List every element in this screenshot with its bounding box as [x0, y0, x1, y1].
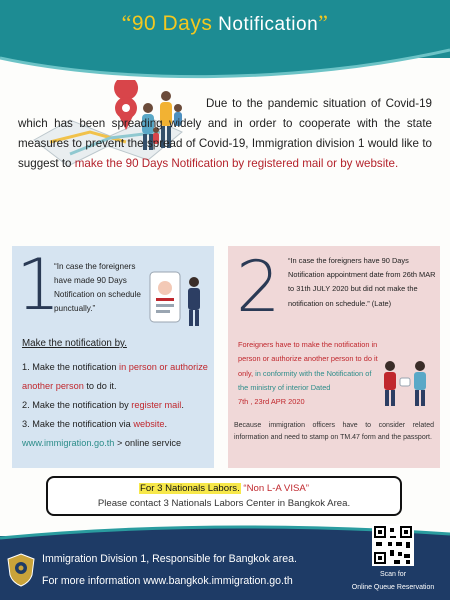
page-title — [0, 10, 450, 36]
people-consulting-illustration-icon — [376, 358, 436, 408]
case2-quote: “In case the foreigners have 90 Days Notification appointment date from 26th MAR to 31th JULY 2020 but did not make the notification on schedule.” (Late) — [288, 256, 436, 308]
intro-highlight: make the 90 Days Notification by registered mail or by website. — [74, 157, 399, 170]
immigration-emblem-icon — [6, 553, 36, 587]
case1-website-line: www.immigration.go.th > online service — [22, 438, 182, 448]
footer-line-1: Immigration Division 1, Responsible for Bangkok area. — [42, 553, 297, 565]
case2-requirement: Foreigners have to make the notification in person or authorize another person to do it only, in conformity with the Notification of the ministry of interior Dated 7th , 23rd APR 2020 — [238, 340, 378, 407]
title-quote-open: “ — [121, 10, 132, 35]
scan-label-1: Scan for — [379, 571, 407, 578]
footer-line-2: For more information www.bangkok.immigration.go.th — [42, 575, 293, 587]
case1-list — [22, 358, 212, 453]
case2-number: 2 — [236, 246, 281, 328]
case1-heading: Make the notification by. — [22, 338, 127, 349]
intro-paragraph — [18, 94, 432, 174]
case1-item-2: 2. Make the notification by register mail. — [22, 400, 184, 410]
case1-quote: “In case the foreigners have made 90 Days Notification on schedule punctually.” — [54, 262, 141, 313]
case2-dates: 7th , 23rd APR 2020 — [238, 397, 305, 407]
case2-box — [228, 246, 440, 468]
case2-note: Because immigration officers have to consider related information and need to stamp on TM.47 form and the passport. — [234, 422, 434, 441]
case1-box — [12, 246, 214, 468]
case1-item-1: 1. Make the notification in person or authorize another person to do it. — [22, 362, 208, 391]
case1-item-3: 3. Make the notification via website. — [22, 419, 168, 429]
website-link[interactable]: www.immigration.go.th — [22, 438, 115, 448]
labor-contact: Please contact 3 Nationals Labors Center in Bangkok Area. — [97, 498, 351, 509]
intro-text: Due to the pandemic situation of Covid-19 which has been spreading widely and in order to cooperate with the state measures to prevent the spread of Covid-19, Immigration division 1 would like to suggest to — [18, 97, 432, 170]
title-quote-close: ” — [318, 10, 329, 35]
phone-notification-illustration-icon — [146, 268, 210, 330]
labor-title: For 3 Nationals Labors. “Non L-A VISA” — [140, 483, 309, 494]
title-rest: Notification — [218, 14, 319, 35]
case1-number: 1 — [16, 244, 61, 326]
labor-notice-box — [46, 476, 402, 516]
title-days: 90 Days — [131, 12, 213, 35]
qr-code-icon[interactable] — [372, 524, 414, 566]
scan-label-2: Online Queue Reservation — [351, 584, 435, 591]
